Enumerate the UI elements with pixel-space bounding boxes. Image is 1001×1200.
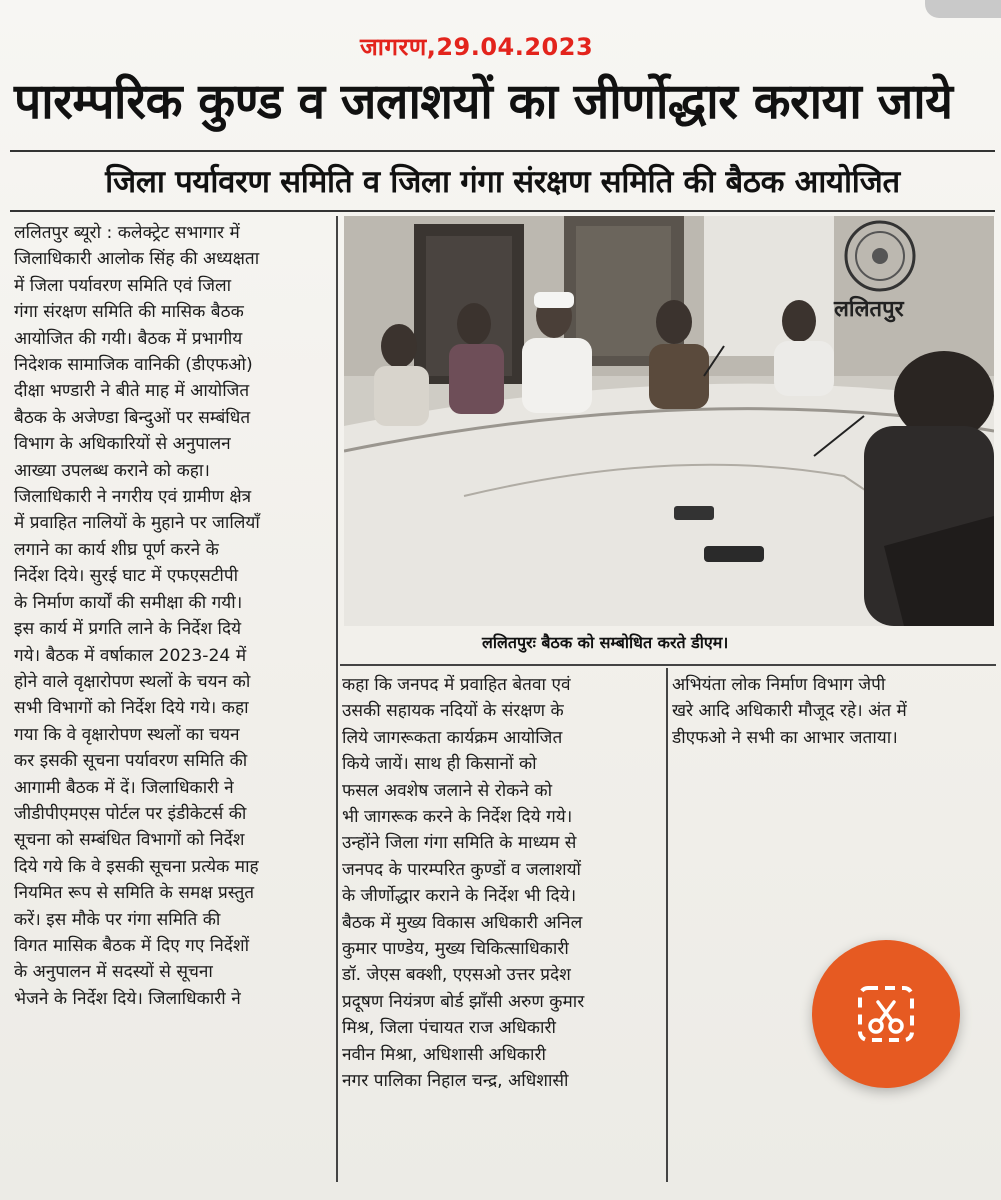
article-line: जनपद के पारम्परित कुण्डों व जलाशयों — [342, 859, 581, 880]
article-line: लिये जागरूकता कार्यक्रम आयोजित — [342, 727, 563, 748]
article-line: डीएफओ ने सभी का आभार जताया। — [672, 727, 898, 748]
subheadline-box — [10, 150, 995, 212]
article-line: आयोजित की गयी। बैठक में प्रभागीय — [14, 328, 243, 349]
article-line: निदेशक सामाजिक वानिकी (डीएफओ) — [14, 355, 253, 376]
article-line: में जिला पर्यावरण समिति एवं जिला — [14, 275, 232, 296]
article-line: भेजने के निर्देश दिये। जिलाधिकारी ने — [14, 988, 241, 1009]
subheadline: जिला पर्यावरण समिति व जिला गंगा संरक्षण समिति की बैठक आयोजित — [105, 164, 900, 200]
article-line: गया कि वे वृक्षारोपण स्थलों का चयन — [14, 724, 240, 745]
article-line: नियमित रूप से समिति के समक्ष प्रस्तुत — [14, 883, 255, 904]
photo-watermark-label: ललितपुर — [834, 297, 904, 322]
article-line: उन्होंने जिला गंगा समिति के माध्यम से — [342, 833, 577, 854]
article-line: फसल अवशेष जलाने से रोकने को — [342, 780, 553, 801]
article-line: कहा कि जनपद में प्रवाहित बेतवा एवं — [342, 675, 571, 695]
article-line: डॉ. जेएस बक्शी, एएसओ उत्तर प्रदेश — [342, 965, 571, 986]
article-line: गंगा संरक्षण समिति की मासिक बैठक — [14, 302, 244, 323]
meeting-photo — [344, 216, 994, 626]
article-line: आख्या उपलब्ध कराने को कहा। — [14, 460, 210, 481]
article-line: इस कार्य में प्रगति लाने के निर्देश दिये — [14, 619, 242, 640]
article-line: सूचना को सम्बंधित विभागों को निर्देश — [14, 830, 245, 851]
article-line: गये। बैठक में वर्षाकाल 2023-24 में — [14, 645, 247, 666]
article-line: किये जायें। साथ ही किसानों को — [342, 754, 537, 775]
headline: पारम्परिक कुण्ड व जलाशयों का जीर्णोद्धार कराया जाये — [14, 73, 953, 130]
status-bar-corner — [925, 0, 1001, 18]
article-line: कुमार पाण्डेय, मुख्य चिकित्साधिकारी — [342, 939, 569, 960]
article-line: भी जागरूक करने के निर्देश दिये गये। — [342, 807, 573, 828]
article-line: कर इसकी सूचना पर्यावरण समिति की — [14, 751, 248, 772]
article-line: नगर पालिका निहाल चन्द्र, अधिशासी — [342, 1071, 569, 1092]
article-line: विभाग के अधिकारियों से अनुपालन — [14, 434, 231, 455]
article-line: प्रदूषण नियंत्रण बोर्ड झाँसी अरुण कुमार — [342, 991, 585, 1012]
meeting-photo-illustration — [344, 216, 994, 626]
article-line: सभी विभागों को निर्देश दिये गये। कहा — [14, 698, 249, 719]
article-line: नवीन मिश्रा, अधिशासी अधिकारी — [342, 1044, 546, 1065]
article-line: दीक्षा भण्डारी ने बीते माह में आयोजित — [14, 381, 250, 402]
column-divider — [666, 668, 668, 1182]
article-column-1 — [14, 220, 332, 1180]
article-line: में प्रवाहित नालियों के मुहाने पर जालियाँ — [14, 513, 260, 534]
crop-scissors-button[interactable] — [812, 940, 960, 1088]
article-line: दिये गये कि वे इसकी सूचना प्रत्येक माह — [14, 856, 259, 877]
article-line: जिलाधिकारी ने नगरीय एवं ग्रामीण क्षेत्र — [14, 487, 252, 508]
article-line: जिलाधिकारी आलोक सिंह की अध्यक्षता — [14, 249, 260, 270]
column-divider — [336, 216, 338, 1182]
article-line: बैठक में मुख्य विकास अधिकारी अनिल — [342, 912, 583, 933]
article-line: उसकी सहायक नदियों के संरक्षण के — [342, 701, 564, 722]
article-line: निर्देश दिये। सुरई घाट में एफएसटीपी — [14, 566, 239, 587]
article-line: करें। इस मौके पर गंगा समिति की — [14, 909, 221, 930]
article-line: के जीर्णोद्धार कराने के निर्देश भी दिये। — [342, 886, 577, 907]
photo-bottom-rule — [340, 664, 996, 666]
article-line: अभियंता लोक निर्माण विभाग जेपी — [672, 675, 886, 695]
article-line: बैठक के अजेण्डा बिन्दुओं पर सम्बंधित — [14, 407, 251, 428]
dateline: जागरण,29.04.2023 — [360, 33, 594, 61]
article-column-2 — [342, 672, 662, 1182]
photo-caption: ललितपुरः बैठक को सम्बोधित करते डीएम। — [482, 633, 729, 652]
article-line: ललितपुर ब्यूरो : कलेक्ट्रेट सभागार में — [14, 223, 240, 243]
article-line: होने वाले वृक्षारोपण स्थलों के चयन को — [14, 671, 251, 692]
article-line: जीडीपीएमएस पोर्टल पर इंडीकेटर्स की — [14, 803, 247, 824]
article-line: के निर्माण कार्यों की समीक्षा की गयी। — [14, 592, 243, 613]
article-line: लगाने का कार्य शीघ्र पूर्ण करने के — [14, 539, 219, 560]
article-line: मिश्र, जिला पंचायत राज अधिकारी — [342, 1018, 556, 1039]
article-line: के अनुपालन में सदस्यों से सूचना — [14, 962, 213, 983]
article-line: विगत मासिक बैठक में दिए गए निर्देशों — [14, 935, 250, 956]
scissors-crop-icon — [854, 982, 918, 1046]
article-line: खरे आदि अधिकारी मौजूद रहे। अंत में — [672, 701, 907, 722]
article-column-3 — [672, 672, 992, 792]
article-line: आगामी बैठक में दें। जिलाधिकारी ने — [14, 777, 234, 798]
